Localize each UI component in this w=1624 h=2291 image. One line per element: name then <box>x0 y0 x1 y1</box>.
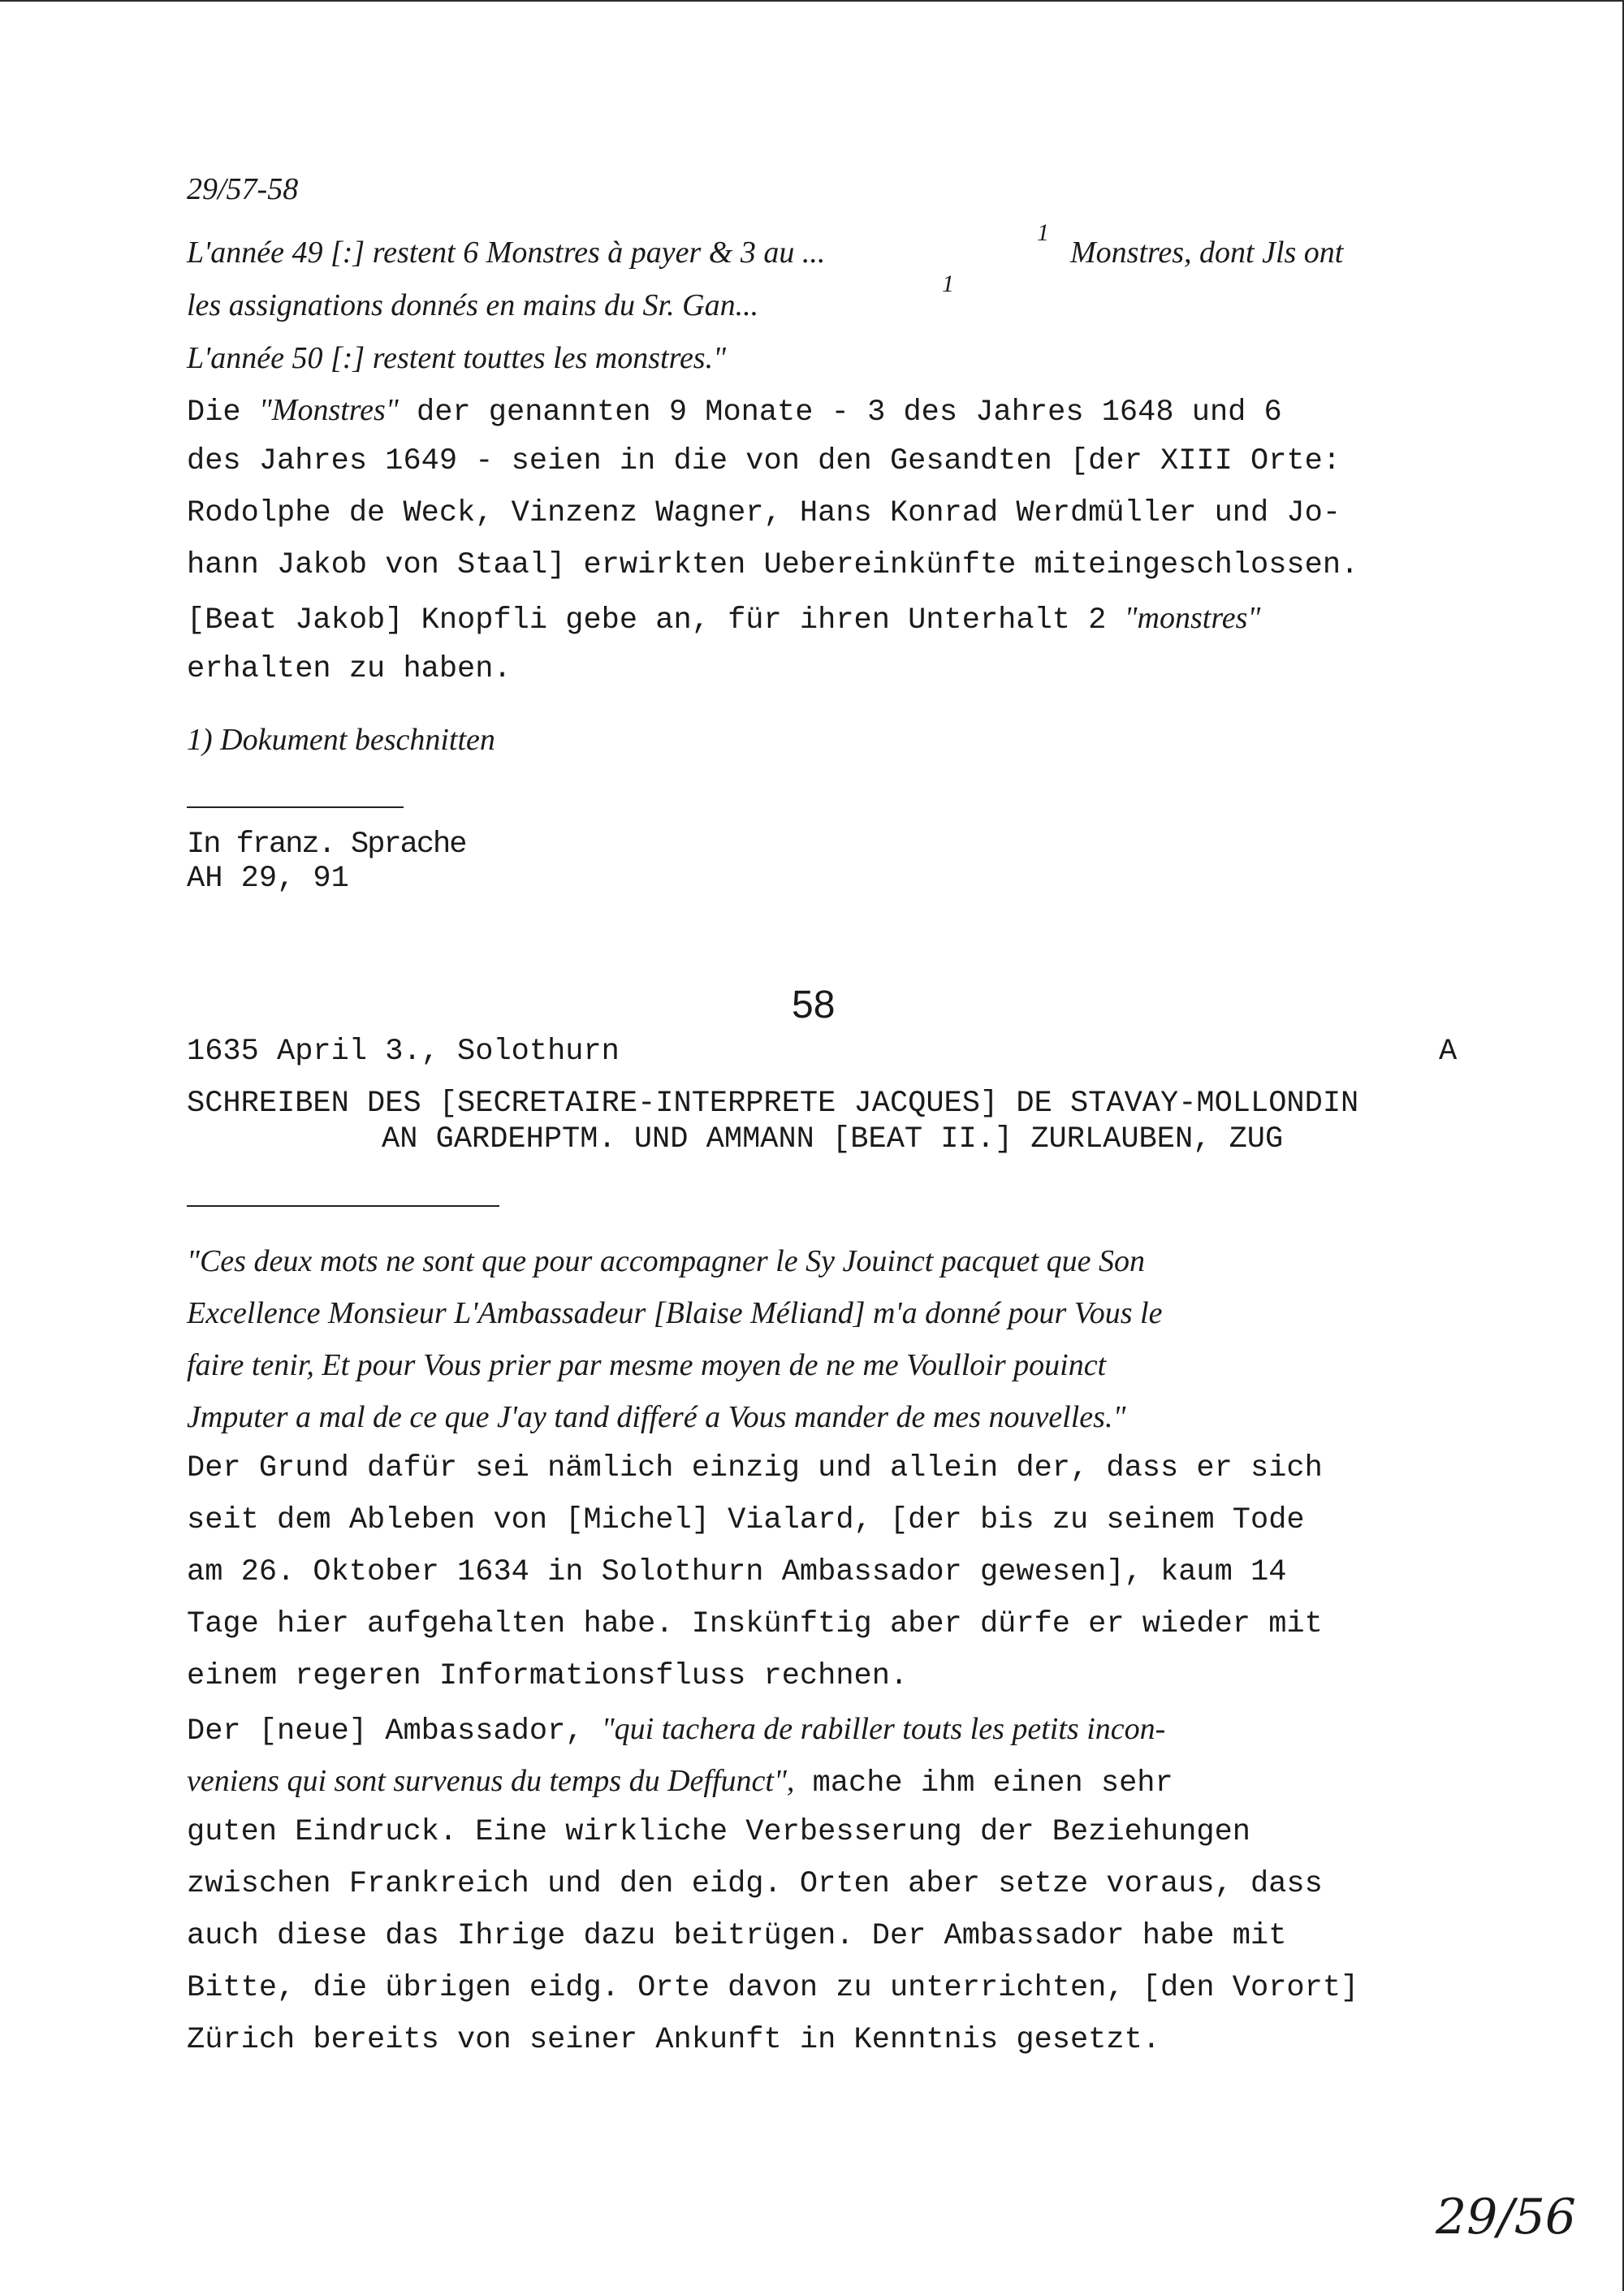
body58-line-7b: mache ihm einen sehr <box>794 1766 1173 1800</box>
quote-line-1 <box>187 237 825 268</box>
quote-line-3: L'année 50 [:] restent touttes les monstres." <box>187 341 727 375</box>
body58-line-6a: Der [neue] Ambassador, <box>187 1714 602 1749</box>
footnote-text: 1) Dokument beschnitten <box>187 723 495 757</box>
body-line-5-italic: "monstres" <box>1124 601 1261 635</box>
body58-line-5: einem regeren Informationsfluss rechnen. <box>187 1659 909 1693</box>
date-place: 1635 April 3., Solothurn <box>187 1035 620 1069</box>
document-title-line-1: SCHREIBEN DES [SECRETAIRE-INTERPRETE JACQUES] DE STAVAY-MOLLONDIN <box>187 1087 1359 1121</box>
document-number: 58 <box>792 983 836 1027</box>
quote-line-1a: L'année 49 [:] restent 6 Monstres à payer & 3 au ... <box>187 236 826 270</box>
body-line-1a: Die <box>187 396 259 430</box>
document-reference: 29/57-58 <box>187 172 299 206</box>
body58-line-10: auch diese das Ihrige dazu beitrügen. Der Ambassador habe mit <box>187 1919 1287 1953</box>
quote-line-2: les assignations donnés en mains du Sr. Gan... <box>187 288 759 322</box>
body-line-5 <box>187 603 1260 636</box>
body58-line-6-italic: "qui tachera de rabiller touts les petits incon- <box>601 1712 1166 1746</box>
quote-line-1b: Monstres, dont Jls ont <box>1070 236 1344 270</box>
body58-line-11: Bitte, die übrigen eidg. Orte davon zu unterrichten, [den Vorort] <box>187 1971 1359 2005</box>
body58-line-7-italic: veniens qui sont survenus du temps du Deffunct", <box>187 1764 795 1798</box>
archive-reference: AH 29, 91 <box>187 862 349 896</box>
page-frame-top <box>0 0 1624 2</box>
body58-line-12: Zürich bereits von seiner Ankunft in Kenntnis gesetzt. <box>187 2023 1160 2057</box>
body58-line-7 <box>187 1766 1173 1799</box>
body-line-2: des Jahres 1649 - seien in die von den Gesandten [der XIII Orte: <box>187 444 1341 478</box>
body58-line-8: guten Eindruck. Eine wirkliche Verbesserung der Beziehungen <box>187 1815 1251 1849</box>
body58-line-3: am 26. Oktober 1634 in Solothurn Ambassador gewesen], kaum 14 <box>187 1555 1287 1589</box>
quote58-line-3: faire tenir, Et pour Vous prier par mesme moyen de ne me Voulloir pouinct <box>187 1348 1107 1382</box>
body58-line-2: seit dem Ableben von [Michel] Vialard, [der bis zu seinem Tode <box>187 1503 1305 1537</box>
footnote-marker-2: 1 <box>942 270 954 297</box>
body-line-1-italic: "Monstres" <box>258 393 399 427</box>
document-title-line-2: AN GARDEHPTM. UND AMMANN [BEAT II.] ZURLAUBEN, ZUG <box>382 1122 1284 1156</box>
body58-line-1: Der Grund dafür sei nämlich einzig und allein der, dass er sich <box>187 1451 1323 1485</box>
footnote-rule <box>187 806 404 808</box>
document-type-letter: A <box>1439 1035 1458 1069</box>
title-rule <box>187 1205 499 1207</box>
language-note: In franz. Sprache <box>187 828 466 862</box>
body58-line-4: Tage hier aufgehalten habe. Inskünftig aber dürfe er wieder mit <box>187 1607 1323 1641</box>
handwritten-page-number: 29/56 <box>1436 2189 1576 2246</box>
body-line-6: erhalten zu haben. <box>187 652 512 686</box>
quote58-line-1: "Ces deux mots ne sont que pour accompagner le Sy Jouinct pacquet que Son <box>187 1244 1145 1278</box>
body-line-1 <box>187 395 1282 428</box>
footnote-marker-1: 1 <box>1037 219 1049 246</box>
body-line-1b: der genannten 9 Monate - 3 des Jahres 1648 und 6 <box>398 396 1282 430</box>
quote58-line-2: Excellence Monsieur L'Ambassadeur [Blaise Méliand] m'a donné pour Vous le <box>187 1296 1163 1330</box>
body-line-5a: [Beat Jakob] Knopfli gebe an, für ihren Unterhalt 2 <box>187 603 1125 638</box>
body58-line-9: zwischen Frankreich und den eidg. Orten aber setze voraus, dass <box>187 1867 1323 1901</box>
body58-line-6 <box>187 1714 1165 1747</box>
body-line-4: hann Jakob von Staal] erwirkten Uebereinkünfte miteingeschlossen. <box>187 548 1359 582</box>
body-line-3: Rodolphe de Weck, Vinzenz Wagner, Hans Konrad Werdmüller und Jo- <box>187 496 1341 530</box>
quote58-line-4: Jmputer a mal de ce que J'ay tand differé a Vous mander de mes nouvelles." <box>187 1400 1126 1434</box>
